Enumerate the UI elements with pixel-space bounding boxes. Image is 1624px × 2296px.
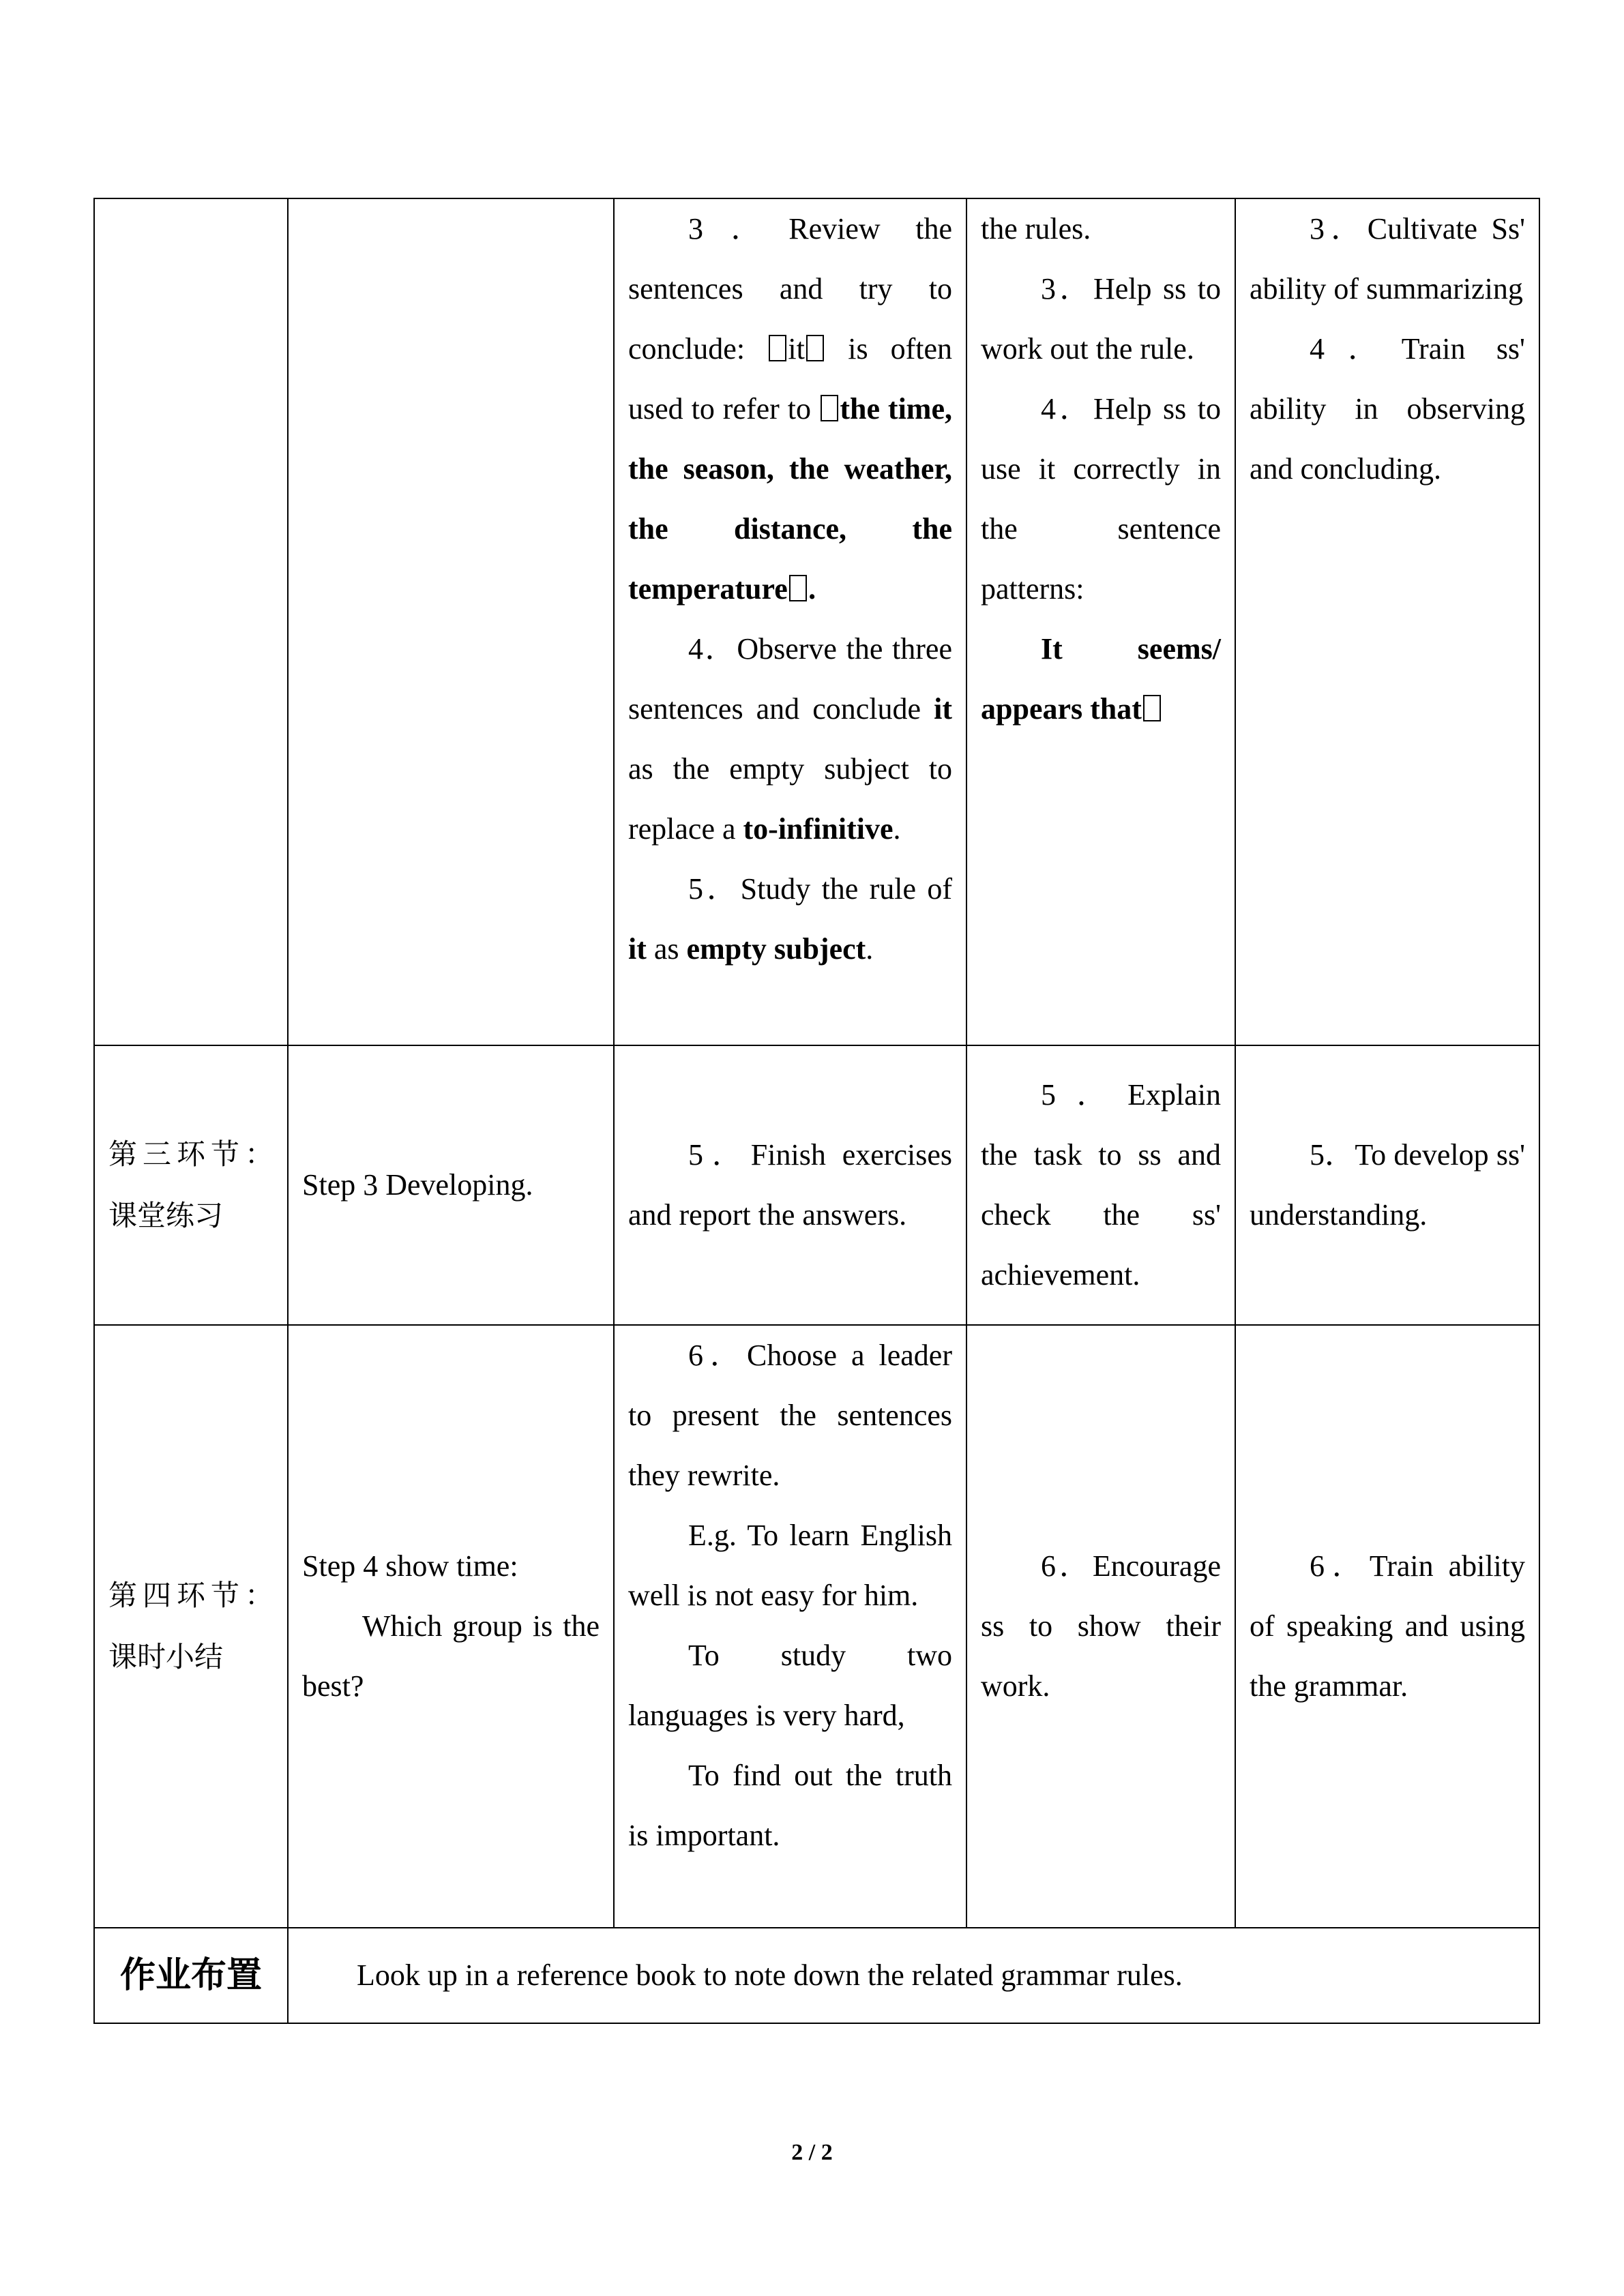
stage-cell: 第四环节：课时小结 — [94, 1325, 288, 1928]
student-activity-paragraph: E.g. To learn English well is not easy for him. — [628, 1519, 952, 1612]
purpose-cell — [1235, 198, 1539, 1045]
missing-glyph-box — [806, 335, 824, 362]
purpose-cell — [1235, 1045, 1539, 1325]
missing-glyph-box — [789, 575, 807, 602]
step-description: Which group is the best? — [302, 1609, 600, 1703]
purpose-paragraph: 6．Train ability of speaking and using the grammar. — [1250, 1549, 1525, 1703]
student-activity-paragraph: 4．Observe the three sentences and conclude it as the empty subject to replace a to-infinitive. — [628, 632, 952, 846]
table-row — [94, 1325, 1539, 1928]
step-cell: Step 3 Developing. — [288, 1045, 614, 1325]
table-row — [94, 1045, 1539, 1325]
student-activity-paragraph: To study two languages is very hard, — [628, 1639, 952, 1732]
student-activity-paragraph: 6．Choose a leader to present the sentences they rewrite. — [628, 1339, 952, 1492]
table-row — [94, 1928, 1539, 2023]
homework-text: Look up in a reference book to note down the related grammar rules. — [288, 1928, 1539, 2023]
teacher-activity-cell — [966, 1325, 1235, 1928]
step-cell-empty — [288, 198, 614, 1045]
teacher-activity-paragraph: 6．Encourage ss to show their work. — [981, 1549, 1221, 1703]
student-activity-paragraph: 3．Review the sentences and try to conclude: it is often used to refer to the time, the season, the weather, the distance, the temperature . — [628, 212, 952, 606]
table-row — [94, 198, 1539, 1045]
student-activity-paragraph: 5．Finish exercises and report the answers. — [628, 1138, 952, 1232]
teacher-activity-paragraph: 5．Explain the task to ss and check the ss' achievement. — [981, 1078, 1221, 1292]
student-activity-cell — [614, 1325, 966, 1928]
student-activity-paragraph: To find out the truth is important. — [628, 1759, 952, 1852]
teacher-activity-paragraph: the rules. — [981, 212, 1091, 245]
teacher-activity-paragraph: 4．Help ss to use it correctly in the sentence patterns: — [981, 392, 1221, 606]
missing-glyph-box — [1143, 695, 1161, 722]
student-activity-cell — [614, 198, 966, 1045]
teacher-activity-cell — [966, 198, 1235, 1045]
page-number: 2 / 2 — [791, 2140, 833, 2165]
purpose-paragraph: 5．To develop ss' understanding. — [1250, 1138, 1525, 1232]
student-activity-paragraph: 5．Study the rule of it as empty subject. — [628, 872, 952, 966]
missing-glyph-box — [769, 335, 786, 362]
step-title: Step 4 show time: — [302, 1549, 518, 1583]
homework-label: 作业布置 — [94, 1928, 288, 2023]
student-activity-cell — [614, 1045, 966, 1325]
missing-glyph-box — [821, 395, 838, 422]
step-cell — [288, 1325, 614, 1928]
stage-cell-empty — [94, 198, 288, 1045]
lesson-plan-table — [93, 198, 1540, 2024]
purpose-cell — [1235, 1325, 1539, 1928]
purpose-paragraph: 3．Cultivate Ss' ability of summarizing — [1250, 212, 1525, 305]
teacher-activity-cell — [966, 1045, 1235, 1325]
teacher-activity-paragraph: It seems/ appears that — [981, 632, 1221, 726]
teacher-activity-paragraph: 3．Help ss to work out the rule. — [981, 272, 1221, 366]
stage-cell: 第三环节：课堂练习 — [94, 1045, 288, 1325]
purpose-paragraph: 4．Train ss' ability in observing and concluding. — [1250, 332, 1525, 486]
